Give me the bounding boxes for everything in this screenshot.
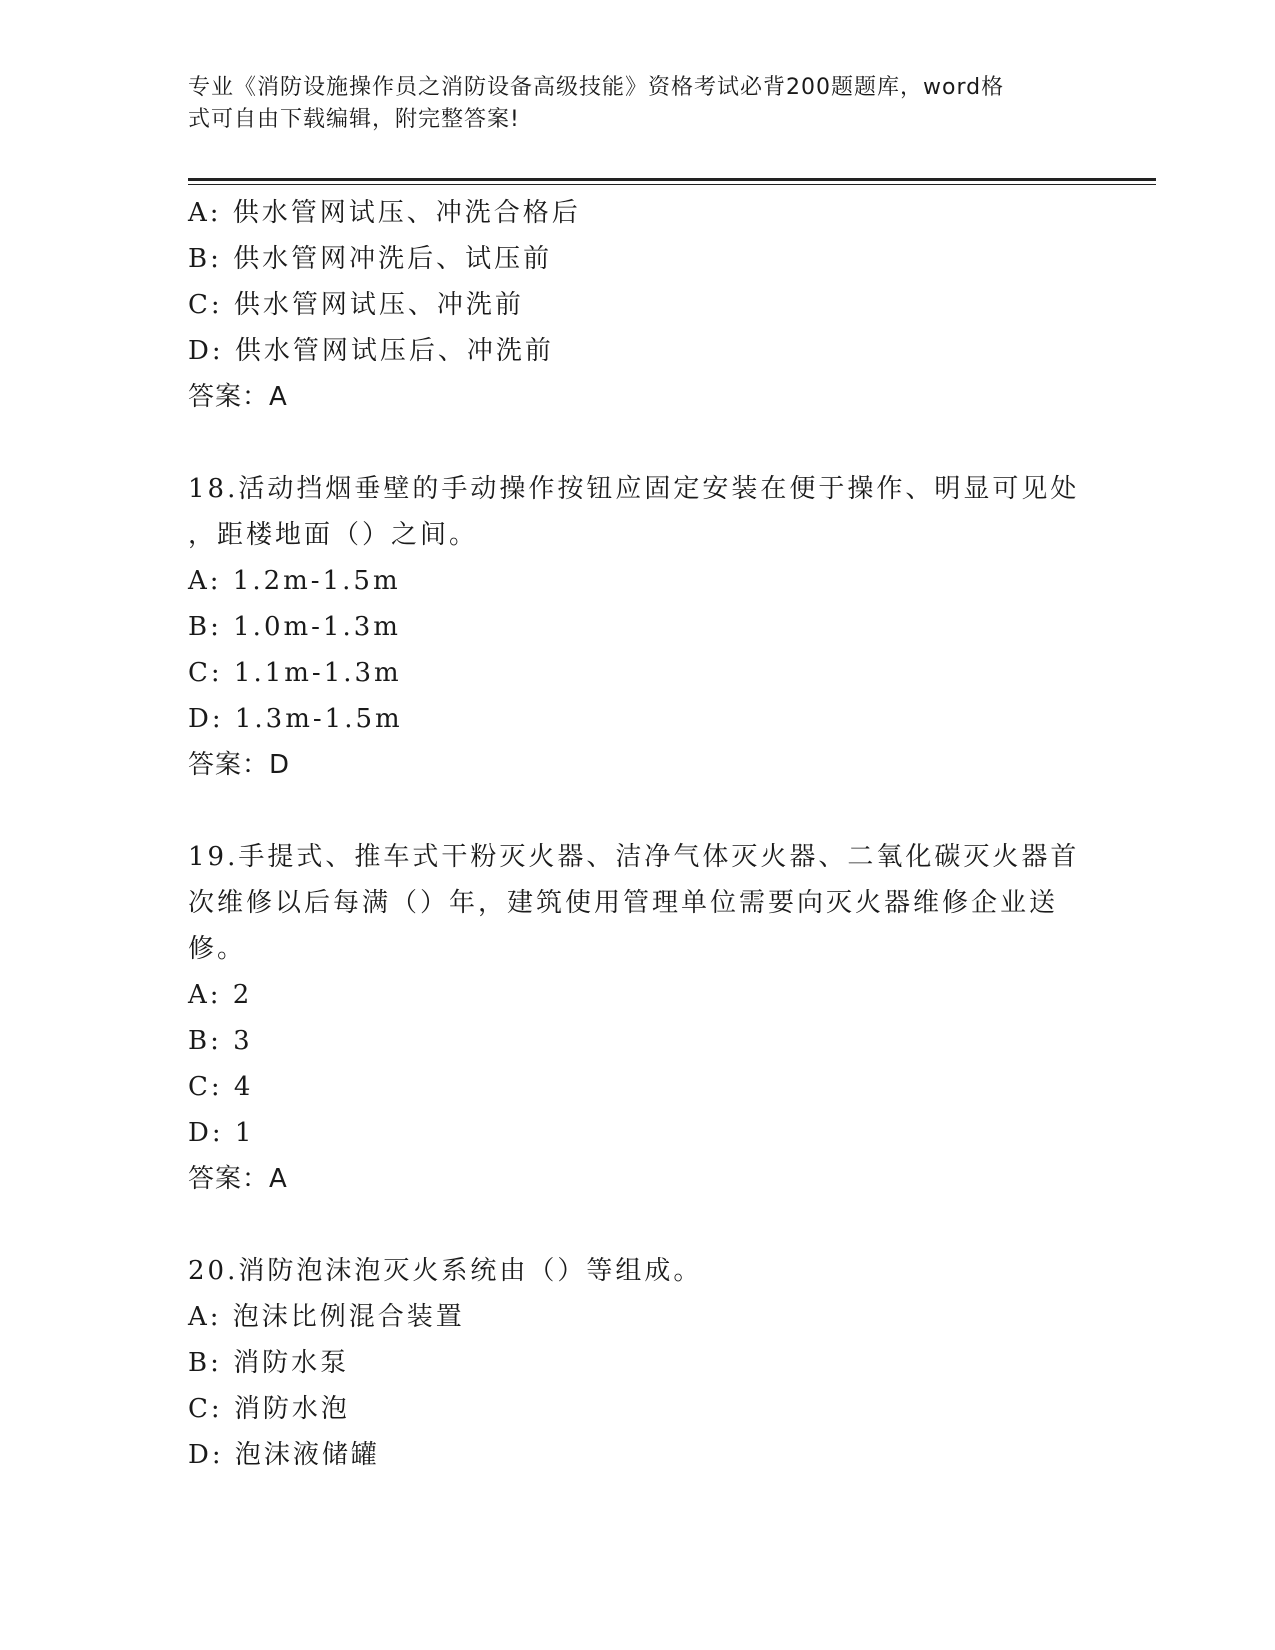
option-b: B: 消防水泵 [188,1348,350,1378]
option-d: D: 1.3m-1.5m [188,704,403,734]
question-stem-line: 次维修以后每满（）年，建筑使用管理单位需要向灭火器维修企业送 [188,888,1059,918]
answer: 答案：A [188,1164,288,1194]
question-stem-line: 18.活动挡烟垂壁的手动操作按钮应固定安装在便于操作、明显可见处 [188,474,1080,504]
option-b: B: 供水管网冲洗后、试压前 [188,244,553,274]
question-18 [188,466,1088,788]
option-d: D: 泡沫液储罐 [188,1440,380,1470]
header-line-2: 式可自由下载编辑，附完整答案! [188,107,520,132]
spacer [188,420,1088,466]
question-20 [188,1248,1088,1478]
document-header [188,72,1068,136]
question-17 [188,190,1088,420]
option-c: C: 4 [188,1072,254,1102]
option-c: C: 供水管网试压、冲洗前 [188,290,524,320]
question-stem-line: 修。 [188,934,247,964]
spacer [188,1202,1088,1248]
question-stem-line: 20.消防泡沫泡灭火系统由（）等组成。 [188,1256,703,1286]
header-line-1: 专业《消防设施操作员之消防设备高级技能》资格考试必背200题题库，word格 [188,75,1005,100]
question-stem-line: ，距楼地面（）之间。 [188,520,479,550]
header-divider-thick [188,178,1156,181]
question-stem-line: 19.手提式、推车式干粉灭火器、洁净气体灭火器、二氧化碳灭火器首 [188,842,1080,872]
option-b: B: 1.0m-1.3m [188,612,401,642]
option-a: A: 供水管网试压、冲洗合格后 [188,198,581,228]
option-a: A: 泡沫比例混合装置 [188,1302,465,1332]
option-d: D: 1 [188,1118,255,1148]
question-19 [188,834,1088,1202]
answer: 答案：A [188,382,288,412]
answer: 答案：D [188,750,291,780]
option-a: A: 1.2m-1.5m [188,566,401,596]
option-c: C: 消防水泡 [188,1394,350,1424]
header-divider-thin [188,184,1156,185]
option-c: C: 1.1m-1.3m [188,658,402,688]
option-a: A: 2 [188,980,253,1010]
question-list [188,190,1088,1478]
option-d: D: 供水管网试压后、冲洗前 [188,336,554,366]
option-b: B: 3 [188,1026,253,1056]
spacer [188,788,1088,834]
